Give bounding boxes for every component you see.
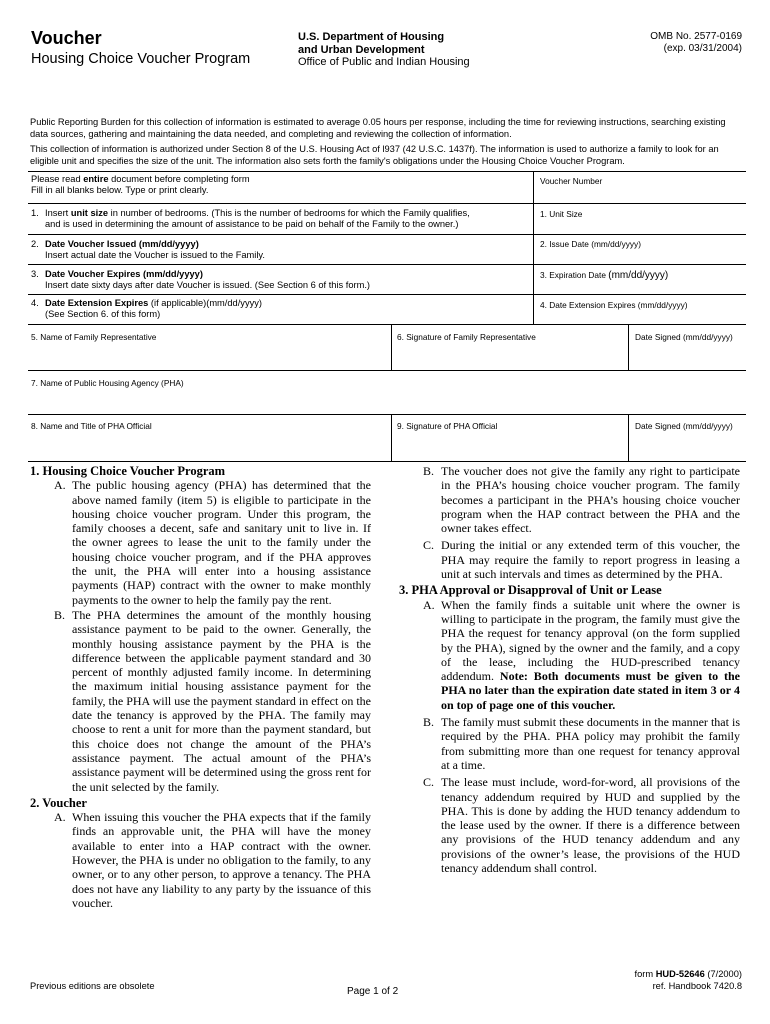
form-rule (28, 171, 746, 172)
office-name: Office of Public and Indian Housing (298, 56, 470, 68)
expiration-date-field[interactable]: 3. Expiration Date (mm/dd/yyyy) (540, 270, 669, 281)
item-2-instruction: 2. Date Voucher Issued (mm/dd/yyyy) Insert actual date the Voucher is issued to the Family. (31, 239, 265, 260)
form-divider (628, 324, 629, 370)
form-rule (28, 234, 746, 235)
form-rule (28, 414, 746, 415)
section-3b: B. The family must submit these documents in the manner that is required by the PHA. PHA policy may prohibit the family from submitting more than one request for tenancy approval at a time. (423, 715, 740, 772)
form-rule (28, 203, 746, 204)
form-rule (28, 461, 746, 462)
extension-date-field[interactable]: 4. Date Extension Expires (mm/dd/yyyy) (540, 300, 688, 310)
form-subtitle: Housing Choice Voucher Program (31, 51, 251, 67)
pha-name-field[interactable]: 7. Name of Public Housing Agency (PHA) (31, 378, 184, 388)
family-representative-signature-field[interactable]: 6. Signature of Family Representative (397, 332, 536, 342)
family-date-signed-field[interactable]: Date Signed (mm/dd/yyyy) (635, 332, 733, 342)
previous-editions-note: Previous editions are obsolete (30, 981, 155, 991)
form-divider (628, 414, 629, 461)
section-1a: A. The public housing agency (PHA) has determined that the above named family (item 5) is eligible to participate in the housing choice voucher program. Under this program, the family chooses a decent, safe and sanitary unit to live in. If the owner agrees to lease the unit to the family under the housing choice voucher program, and if the PHA approves the unit, the PHA will enter into a housing assistance payments (HAP) contract with the owner to make monthly payments to the owner to help the family pay the rent. (54, 478, 371, 607)
form-instructions: Please read entire document before completing form Fill in all blanks below. Type or print clearly. (31, 174, 250, 195)
item-3-instruction: 3. Date Voucher Expires (mm/dd/yyyy) Insert date sixty days after date Voucher is issued. (See Section 6 of this form.) (31, 269, 371, 290)
form-rule (28, 324, 746, 325)
form-rule (28, 264, 746, 265)
voucher-number-field[interactable]: Voucher Number (540, 176, 603, 186)
section-3a: A. When the family finds a suitable unit where the owner is willing to participate in the program, the family must give the PHA the request for tenancy approval (on the form supplied by the PHA), signed by the owner and the family, and a copy of the lease, including the HUD-prescribed tenancy addendum. Note: Both documents must be given to the PHA no later than the expiration date stated in item 3 or 4 on top of page one of this voucher. (423, 597, 740, 712)
section-2-title: 2. Voucher (30, 795, 87, 810)
form-number: form HUD-52646 (7/2000) ref. Handbook 7420.8 (634, 969, 742, 991)
omb-number: OMB No. 2577-0169 (exp. 03/31/2004) (650, 31, 742, 54)
pha-date-signed-field[interactable]: Date Signed (mm/dd/yyyy) (635, 421, 733, 431)
section-3c: C. The lease must include, word-for-word, all provisions of the tenancy addendum required by HUD and supplied by the PHA. This is done by adding the HUD tenancy addendum to the lease used by the owner. If there is a difference between any provisions of the HUD tenancy addendum and any provisions of the owner’s lease, the provisions of the HUD tenancy addendum shall control. (423, 775, 740, 876)
form-divider (391, 324, 392, 370)
section-2a: A. When issuing this voucher the PHA expects that if the family finds an approvable unit, the PHA will have the money available to enter into a HAP contract with the owner. However, the PHA is under no obligation to the family, to any owner, or to any other person, to approve a tenancy. The PHA does not have any liability to any party by the issuance of this voucher. (54, 810, 371, 910)
section-1b: B. The PHA determines the amount of the monthly housing assistance payment to be paid to the owner. Generally, the monthly housing assistance payment by the PHA is the difference between the applicable payment standard and 30 percent of monthly adjusted family income. In determining the maximum initial housing assistance payment for the family, the PHA will use the payment standard in effect on the date the tenancy is approved by the PHA. The family may choose to rent a unit for more than the payment standard, but this choice does not change the amount of the PHA’s assistance payment. The actual amount of the PHA’s assistance payment will be determined using the gross rent for the unit selected by the family. (54, 607, 371, 794)
item-4-instruction: 4. Date Extension Expires (if applicable)(mm/dd/yyyy) (See Section 6. of this form) (31, 298, 262, 319)
authority-statement: This collection of information is authorized under Section 8 of the U.S. Housing Act of l937 (42 U.S.C. 1437f). The information is used to authorize a family to look for an eligible unit and specifies the size of the unit. The information also sets forth the family's obligations under the Housing Choice Voucher Program. (30, 144, 719, 166)
pha-official-signature-field[interactable]: 9. Signature of PHA Official (397, 421, 498, 431)
right-column (399, 464, 740, 875)
family-representative-name-field[interactable]: 5. Name of Family Representative (31, 332, 157, 342)
form-divider (533, 171, 534, 324)
burden-statement: Public Reporting Burden for this collection of information is estimated to average 0.05 hours per response, including the time for reviewing instructions, searching existing data sources, gathering and maintaining the data needed, and completing and reviewing the collection of information. (30, 117, 726, 139)
page-number: Page 1 of 2 (347, 986, 399, 997)
form-divider (391, 414, 392, 461)
form-rule (28, 294, 746, 295)
issue-date-field[interactable]: 2. Issue Date (mm/dd/yyyy) (540, 239, 641, 249)
form-title: Voucher (31, 28, 102, 48)
section-2c: C. During the initial or any extended term of this voucher, the PHA may require the family to report progress in leasing a unit at such intervals and times as determined by the PHA. (423, 538, 740, 582)
section-3-title: 3. PHA Approval or Disapproval of Unit or Lease (399, 583, 662, 598)
section-2b: B. The voucher does not give the family any right to participate in the PHA’s housing choice voucher program. The family becomes a participant in the PHA’s housing choice voucher program when the HAP contract between the PHA and the owner takes effect. (423, 464, 740, 536)
pha-official-name-field[interactable]: 8. Name and Title of PHA Official (31, 421, 152, 431)
item-1-instruction: 1. Insert unit size in number of bedrooms. (This is the number of bedrooms for which the Family qualifies, and is used in determining the amount of assistance to be paid on behalf of the Family to the owner.) (31, 208, 470, 229)
section-1-title: 1. Housing Choice Voucher Program (30, 464, 226, 478)
agency-name: U.S. Department of Housing and Urban Development (298, 31, 445, 56)
left-column (30, 464, 371, 910)
unit-size-field[interactable]: 1. Unit Size (540, 209, 583, 219)
form-rule (28, 370, 746, 371)
